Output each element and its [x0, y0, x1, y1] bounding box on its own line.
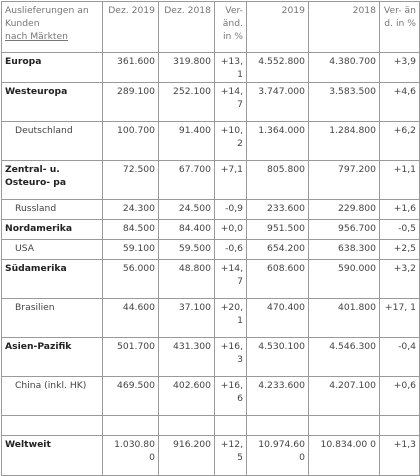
year-2019-cell [247, 416, 309, 436]
dec-2018-cell: 431.300 [159, 338, 215, 377]
year-2019-cell: 233.600 [247, 200, 309, 220]
header-dec-2019: Dez. 2019 [103, 2, 159, 53]
market-label-cell: Westeuropa [2, 83, 103, 122]
dec-2018-cell: 24.500 [159, 200, 215, 220]
deliveries-by-market-table [1, 1, 420, 476]
dec-2018-cell: 252.100 [159, 83, 215, 122]
year-2018-cell: 4.207.100 [309, 377, 380, 416]
table-body [2, 53, 420, 476]
table-row [2, 299, 420, 338]
market-label-cell: Südamerika [2, 260, 103, 299]
year-2018-cell: 10.834.00 0 [309, 436, 380, 476]
dec-2019-cell: 59.100 [103, 240, 159, 260]
dec-2019-cell [103, 416, 159, 436]
year-2018-cell: 3.583.500 [309, 83, 380, 122]
header-label-line1: Auslieferungen an [5, 5, 89, 16]
year-2018-cell: 4.380.700 [309, 53, 380, 83]
header-change-month: Ver- änd. in % [215, 2, 247, 53]
change-year-cell: +1,6 [380, 200, 420, 220]
dec-2019-cell: 72.500 [103, 161, 159, 200]
change-month-cell [215, 416, 247, 436]
dec-2018-cell [159, 416, 215, 436]
change-month-cell: +13, 1 [215, 53, 247, 83]
header-label-line2: Kunden [5, 18, 40, 29]
change-month-cell: +16, 6 [215, 377, 247, 416]
dec-2019-cell: 24.300 [103, 200, 159, 220]
market-label-cell: Weltweit [2, 436, 103, 476]
year-2018-cell: 4.546.300 [309, 338, 380, 377]
change-month-cell: -0,6 [215, 240, 247, 260]
year-2019-cell: 3.747.000 [247, 83, 309, 122]
market-label-cell [2, 416, 103, 436]
year-2019-cell: 4.530.100 [247, 338, 309, 377]
dec-2019-cell: 56.000 [103, 260, 159, 299]
table-row [2, 83, 420, 122]
year-2019-cell: 805.800 [247, 161, 309, 200]
dec-2018-cell: 37.100 [159, 299, 215, 338]
change-month-cell: +14, 7 [215, 83, 247, 122]
change-year-cell: +3,9 [380, 53, 420, 83]
change-month-cell: +20, 1 [215, 299, 247, 338]
year-2019-cell: 608.600 [247, 260, 309, 299]
year-2018-cell: 956.700 [309, 220, 380, 240]
market-label-cell: Zentral- u. Osteuro- pa [2, 161, 103, 200]
table-header-row [2, 2, 420, 53]
year-2018-cell: 229.800 [309, 200, 380, 220]
change-year-cell: +4,6 [380, 83, 420, 122]
change-year-cell: +17, 1 [380, 299, 420, 338]
dec-2018-cell: 67.700 [159, 161, 215, 200]
change-month-cell: +10, 2 [215, 122, 247, 161]
year-2019-cell: 951.500 [247, 220, 309, 240]
dec-2019-cell: 100.700 [103, 122, 159, 161]
market-label-cell: USA [2, 240, 103, 260]
dec-2019-cell: 289.100 [103, 83, 159, 122]
market-label-cell: Russland [2, 200, 103, 220]
dec-2018-cell: 916.200 [159, 436, 215, 476]
change-year-cell: +6,2 [380, 122, 420, 161]
market-label-cell: Deutschland [2, 122, 103, 161]
dec-2018-cell: 319.800 [159, 53, 215, 83]
header-dec-2018: Dez. 2018 [159, 2, 215, 53]
year-2018-cell: 1.284.800 [309, 122, 380, 161]
year-2019-cell: 654.200 [247, 240, 309, 260]
dec-2019-cell: 1.030.80 0 [103, 436, 159, 476]
table-row [2, 377, 420, 416]
market-label-cell: Europa [2, 53, 103, 83]
table-row [2, 416, 420, 436]
header-change-year: Ver- änd. in % [380, 2, 420, 53]
year-2019-cell: 4.233.600 [247, 377, 309, 416]
table-row [2, 436, 420, 476]
dec-2018-cell: 84.400 [159, 220, 215, 240]
dec-2019-cell: 501.700 [103, 338, 159, 377]
year-2019-cell: 470.400 [247, 299, 309, 338]
dec-2018-cell: 91.400 [159, 122, 215, 161]
year-2018-cell: 590.000 [309, 260, 380, 299]
table-row [2, 200, 420, 220]
year-2018-cell: 401.800 [309, 299, 380, 338]
dec-2018-cell: 48.800 [159, 260, 215, 299]
market-label-cell: Brasilien [2, 299, 103, 338]
change-month-cell: +16, 3 [215, 338, 247, 377]
change-month-cell: -0,9 [215, 200, 247, 220]
change-year-cell: +3,2 [380, 260, 420, 299]
table-row [2, 161, 420, 200]
market-label-cell: Nordamerika [2, 220, 103, 240]
change-year-cell: -0,5 [380, 220, 420, 240]
table-row [2, 122, 420, 161]
market-label-cell: Asien-Pazifik [2, 338, 103, 377]
dec-2019-cell: 44.600 [103, 299, 159, 338]
year-2018-cell [309, 416, 380, 436]
change-month-cell: +12, 5 [215, 436, 247, 476]
dec-2019-cell: 361.600 [103, 53, 159, 83]
table-row [2, 53, 420, 83]
change-year-cell: +1,1 [380, 161, 420, 200]
year-2019-cell: 1.364.000 [247, 122, 309, 161]
change-year-cell: +2,5 [380, 240, 420, 260]
dec-2019-cell: 84.500 [103, 220, 159, 240]
year-2018-cell: 638.300 [309, 240, 380, 260]
change-month-cell: +0,0 [215, 220, 247, 240]
dec-2018-cell: 59.500 [159, 240, 215, 260]
year-2019-cell: 10.974.60 0 [247, 436, 309, 476]
market-label-cell: China (inkl. HK) [2, 377, 103, 416]
header-year-2018: 2018 [309, 2, 380, 53]
table-row [2, 260, 420, 299]
table-row [2, 240, 420, 260]
table-row [2, 338, 420, 377]
table-row [2, 220, 420, 240]
change-year-cell [380, 416, 420, 436]
year-2019-cell: 4.552.800 [247, 53, 309, 83]
year-2018-cell: 797.200 [309, 161, 380, 200]
change-month-cell: +7,1 [215, 161, 247, 200]
header-year-2019: 2019 [247, 2, 309, 53]
dec-2019-cell: 469.500 [103, 377, 159, 416]
change-year-cell: +0,6 [380, 377, 420, 416]
header-label-line3: nach Märkten [5, 31, 68, 42]
change-month-cell: +14, 7 [215, 260, 247, 299]
change-year-cell: +1,3 [380, 436, 420, 476]
header-market-label [2, 2, 103, 53]
change-year-cell: -0,4 [380, 338, 420, 377]
dec-2018-cell: 402.600 [159, 377, 215, 416]
